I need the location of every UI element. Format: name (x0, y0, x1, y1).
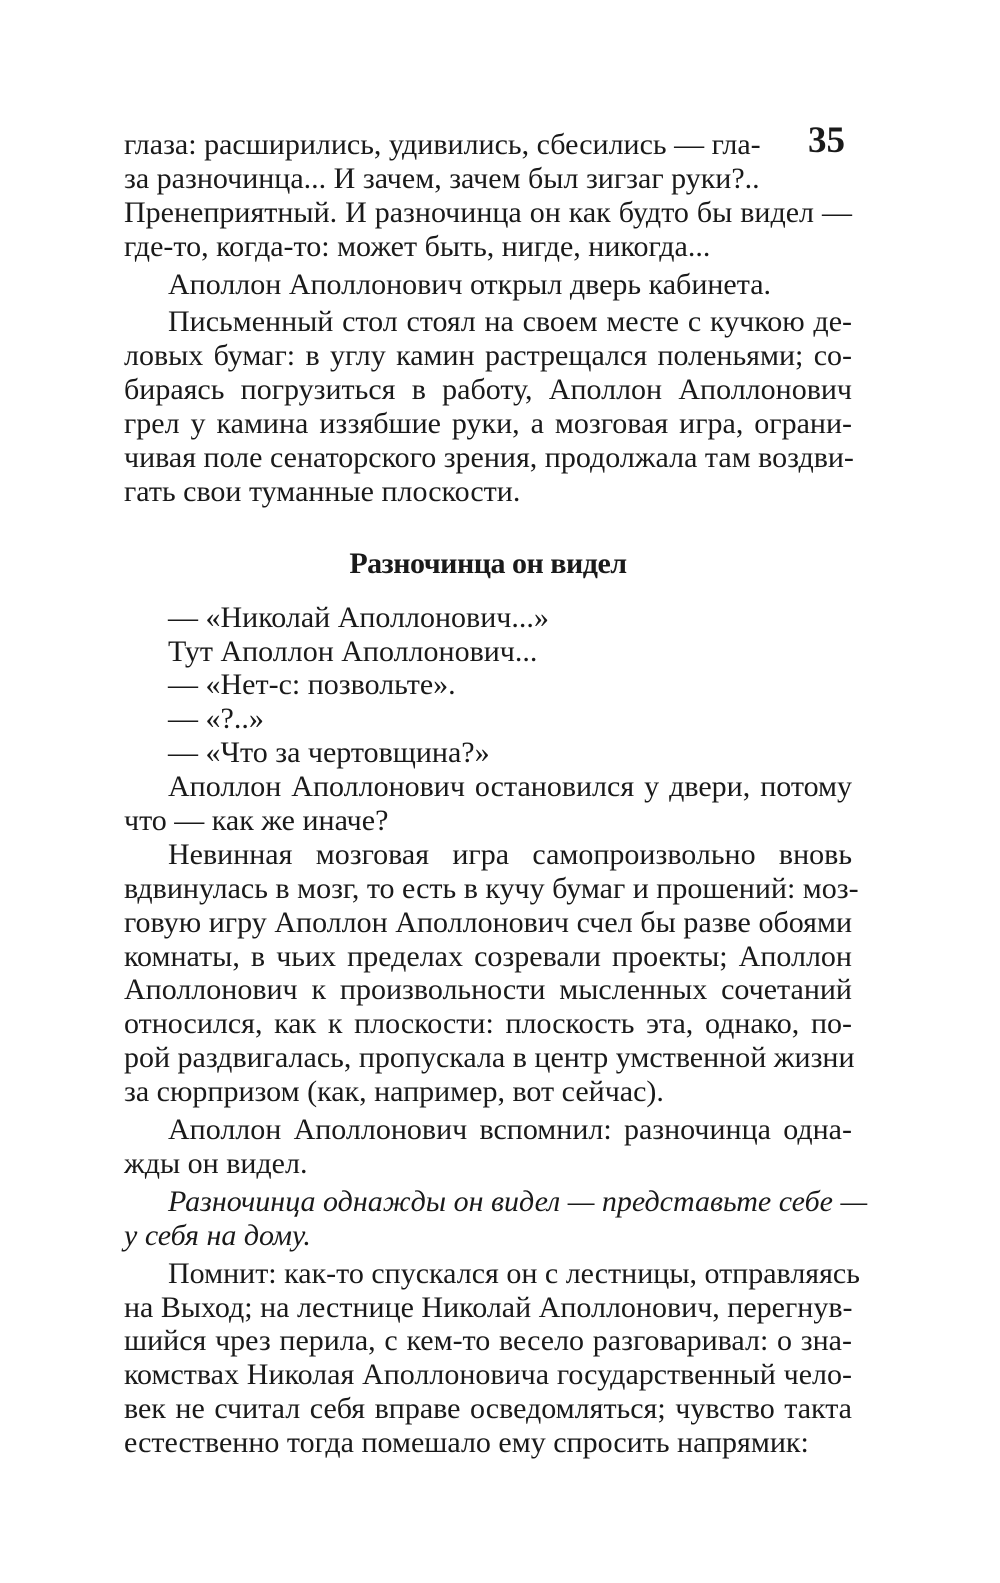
text-line: где-то, когда-то: может быть, нигде, никогда... (124, 229, 711, 263)
text-line: за сюрпризом (как, например, вот сейчас). (124, 1075, 664, 1109)
dialogue-line: — «?..» (168, 702, 264, 736)
text-line: Аполлон Аполлонович остановился у двери, потому (168, 770, 852, 804)
text-line: что — как же иначе? (124, 804, 389, 838)
text-line: вдвинулась в мозг, то есть в кучу бумаг и прошений: моз- (124, 871, 859, 905)
text-line: чивая поле сенаторского зрения, продолжала там воздви- (124, 441, 854, 475)
dialogue-line: — «Нет-с: позвольте». (168, 668, 456, 702)
italic-text-line: у себя на дому. (124, 1218, 311, 1252)
text-line: комнаты, в чьих пределах созревали проекты; Аполлон (124, 939, 852, 973)
text-line: век не считал себя вправе осведомляться; чувство такта (124, 1392, 852, 1426)
text-line: жды он видел. (124, 1146, 308, 1180)
text-line: относился, как к плоскости: плоскость эта, однако, по- (124, 1007, 852, 1041)
section-heading: Разночинца он видел (349, 546, 627, 580)
text-line: Аполлонович к произвольности мысленных сочетаний (124, 973, 852, 1007)
text-line: грел у камина иззябшие руки, а мозговая игра, ограни- (124, 407, 852, 441)
text-line: на Выход; на лестнице Николай Аполлонович, перегнув- (124, 1290, 853, 1324)
text-line: Невинная мозговая игра самопроизвольно вновь (168, 837, 852, 871)
text-line: за разночинца... И зачем, зачем был зигзаг руки?.. (124, 161, 760, 195)
italic-text-line: Разночинца однажды он видел — представьте себе — (168, 1184, 868, 1218)
text-line: комствах Николая Аполлоновича государственный чело- (124, 1358, 852, 1392)
text-line: глаза: расширились, удивились, сбесились — гла- (124, 128, 761, 161)
text-line: Пренеприятный. И разночинца он как будто бы видел — (124, 195, 852, 229)
text-line: Тут Аполлон Аполлонович... (168, 634, 538, 668)
text-line: естественно тогда помешало ему спросить напрямик: (124, 1426, 809, 1460)
text-line: Письменный стол стоял на своем месте с кучкою де- (168, 305, 852, 339)
text-line: говую игру Аполлон Аполлонович счел бы разве обоями (124, 905, 852, 939)
text-line: гать свои туманные плоскости. (124, 474, 521, 508)
text-line: Аполлон Аполлонович вспомнил: разночинца одна- (168, 1113, 852, 1147)
text-line: ловых бумаг: в углу камин растрещался поленьями; со- (124, 339, 852, 373)
text-line: Помнит: как-то спускался он с лестницы, отправляясь (168, 1256, 860, 1290)
text-line: бираясь погрузиться в работу, Аполлон Аполлонович (124, 373, 852, 407)
text-line: Аполлон Аполлонович открыл дверь кабинета. (168, 267, 772, 301)
page-number: 35 (808, 120, 845, 161)
body-text (124, 128, 868, 1460)
dialogue-line: — «Что за чертовщина?» (168, 736, 490, 770)
text-line: шийся чрез перила, с кем-то весело разговаривал: о зна- (124, 1324, 852, 1358)
text-line: рой раздвигалась, пропускала в центр умственной жизни (124, 1041, 855, 1075)
dialogue-line: — «Николай Аполлонович...» (168, 600, 549, 634)
